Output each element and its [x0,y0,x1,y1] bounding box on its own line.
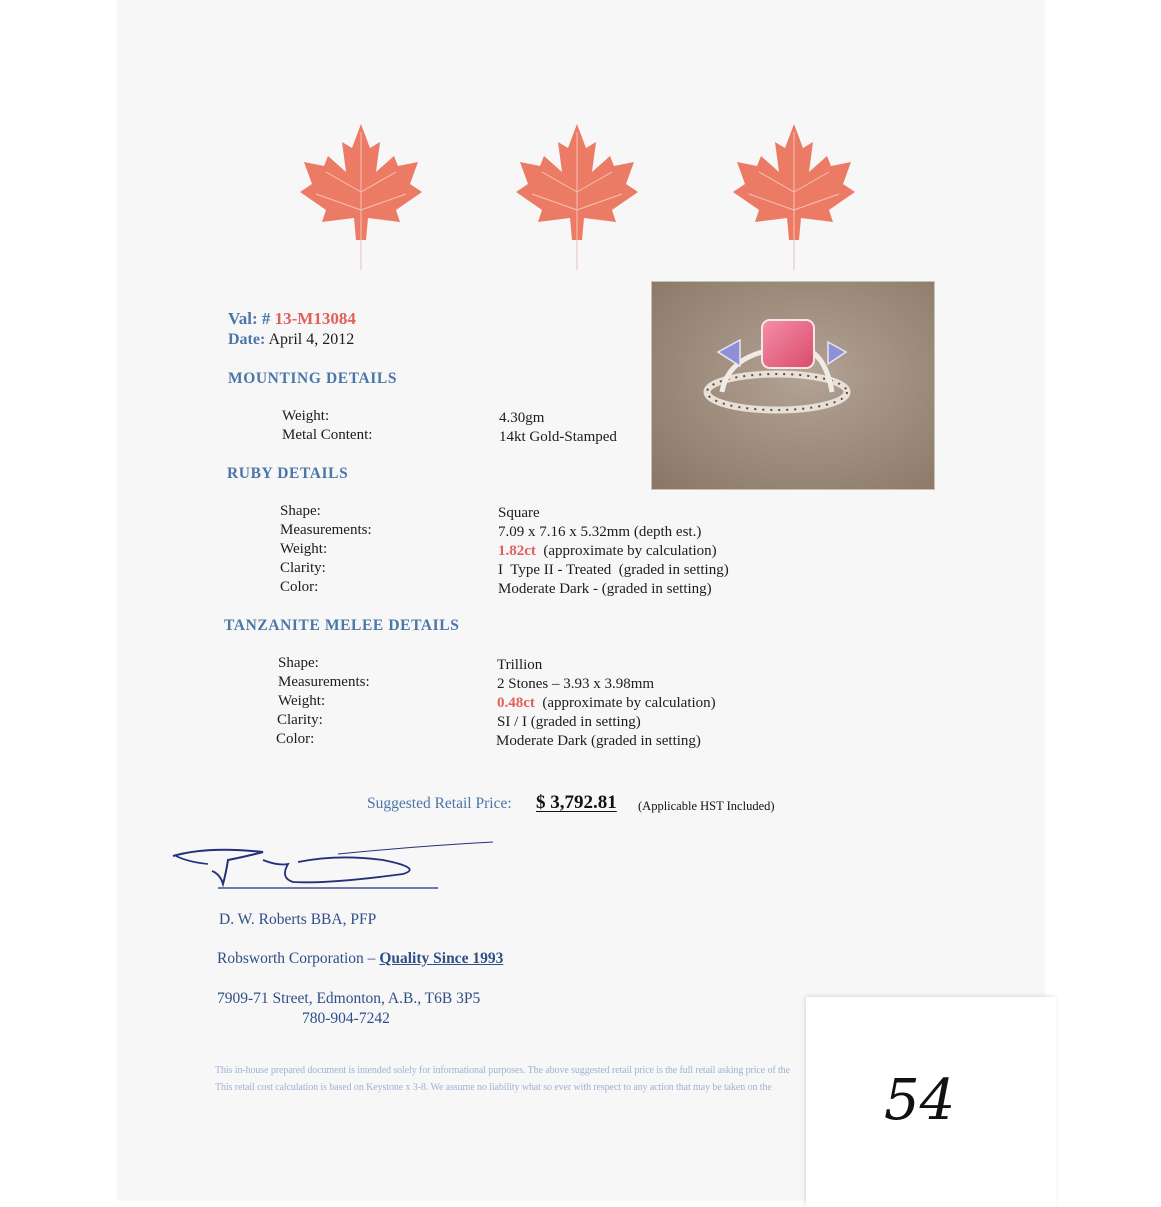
company-address: 7909-71 Street, Edmonton, A.B., T6B 3P5 [217,990,481,1007]
tanzanite-clarity-label: Clarity: [277,712,323,728]
retail-price-label: Suggested Retail Price: [367,795,512,812]
ruby-details-title: RUBY DETAILS [227,465,349,482]
metal-content-label: Metal Content: [282,427,373,443]
tanzanite-weight-note: (approximate by calculation) [542,695,716,711]
tanzanite-shape-label: Shape: [278,655,319,671]
metal-content-value: 14kt Gold-Stamped [499,429,617,445]
disclaimer-line-2: This retail cost calculation is based on Keystone x 3-8. We assume no liability what so ever with respect to any action that may be taken on the [215,1082,772,1093]
maple-leaf-icon [512,122,642,272]
tanzanite-weight-label: Weight: [278,693,326,709]
valuation-number-row [228,309,356,329]
disclaimer-line-1: This in-house prepared document is intended solely for informational purposes. The above suggested retail price is the full retail asking price of the [215,1065,790,1076]
tanzanite-shape-value: Trillion [497,657,543,673]
tanzanite-carat: 0.48ct [497,695,535,711]
ruby-clarity-value: I Type II - Treated (graded in setting) [498,562,729,578]
tanzanite-color-label: Color: [276,731,315,747]
tanzanite-details-title: TANZANITE MELEE DETAILS [224,617,460,634]
tanzanite-clarity-value: SI / I (graded in setting) [497,714,641,730]
ruby-measurements-value: 7.09 x 7.16 x 5.32mm (depth est.) [498,524,702,540]
ruby-weight-label: Weight: [280,541,328,557]
signature [168,838,498,898]
maple-leaf-icon [729,122,859,272]
hst-note: (Applicable HST Included) [638,799,775,813]
tanzanite-measurements-label: Measurements: [278,674,370,690]
date-label: Date: [228,331,266,348]
maple-leaf-icon [296,122,426,272]
ring-photo [651,281,935,490]
ruby-shape-value: Square [498,505,540,521]
mounting-weight-value: 4.30gm [499,410,545,426]
tanzanite-weight-value [497,695,716,712]
company-row [217,950,503,968]
tanzanite-color-value: Moderate Dark (graded in setting) [496,733,701,749]
ruby-weight-note: (approximate by calculation) [543,543,717,559]
retail-price-value: $ 3,792.81 [536,792,617,813]
ruby-weight-value [498,543,717,560]
tanzanite-measurements-value: 2 Stones – 3.93 x 3.98mm [497,676,655,692]
ruby-shape-label: Shape: [280,503,321,519]
appraiser-name: D. W. Roberts BBA, PFP [219,911,377,928]
ruby-measurements-label: Measurements: [280,522,372,538]
ruby-color-label: Color: [280,579,319,595]
company-tagline: Quality Since 1993 [379,950,504,967]
val-label: Val: # [228,309,271,328]
mounting-details-title: MOUNTING DETAILS [228,370,398,387]
ruby-color-value: Moderate Dark - (graded in setting) [498,581,712,597]
ruby-clarity-label: Clarity: [280,560,326,576]
company-phone: 780-904-7242 [302,1010,390,1027]
val-number: 13-M13084 [274,309,356,328]
lot-number: 54 [884,1068,956,1133]
date-value: April 4, 2012 [268,331,355,348]
date-row [228,331,354,349]
mounting-weight-label: Weight: [282,408,330,424]
ruby-carat: 1.82ct [498,543,536,559]
company-name: Robsworth Corporation – [217,950,376,967]
